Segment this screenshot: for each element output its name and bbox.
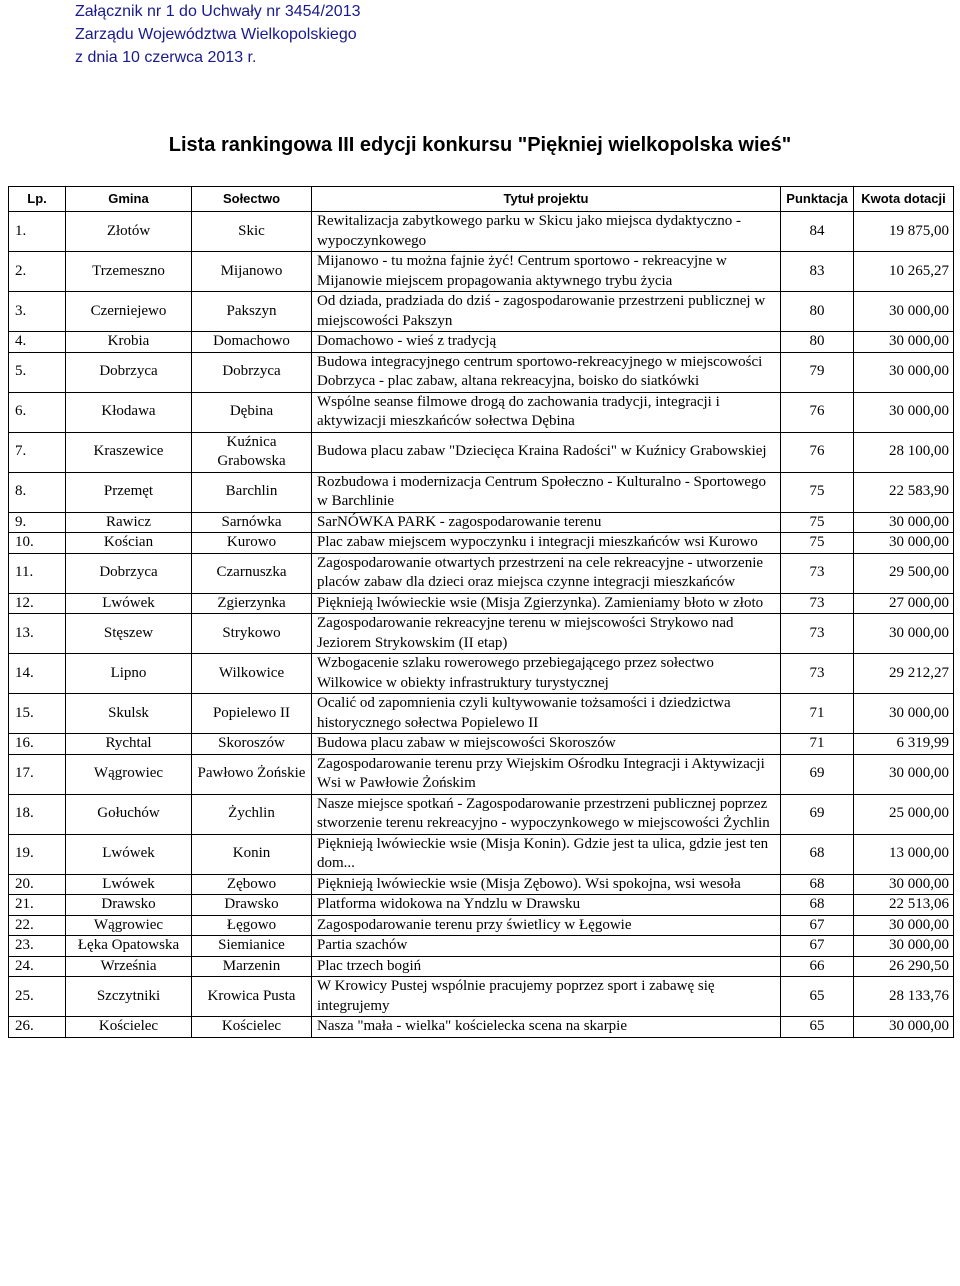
solectwo-cell: Żychlin (192, 794, 312, 834)
gmina-cell: Gołuchów (66, 794, 192, 834)
grant-amount-cell: 30 000,00 (854, 332, 954, 353)
project-title-cell: Ocalić od zapomnienia czyli kultywowanie tożsamości i dziedzictwa historycznego sołectwa Popielewo II (312, 694, 781, 734)
score-cell: 65 (781, 1017, 854, 1038)
gmina-cell: Krobia (66, 332, 192, 353)
table-header-row (9, 187, 954, 212)
project-title-cell: Od dziada, pradziada do dziś - zagospodarowanie przestrzeni publicznej w miejscowości Pakszyn (312, 292, 781, 332)
grant-amount-cell: 30 000,00 (854, 614, 954, 654)
column-header-solectwo: Sołectwo (192, 187, 312, 212)
score-cell: 73 (781, 614, 854, 654)
gmina-cell: Stęszew (66, 614, 192, 654)
solectwo-cell: Czarnuszka (192, 553, 312, 593)
row-number: 21. (9, 895, 66, 916)
table-row (9, 252, 954, 292)
solectwo-cell: Drawsko (192, 895, 312, 916)
solectwo-cell: Barchlin (192, 472, 312, 512)
score-cell: 68 (781, 834, 854, 874)
row-number: 14. (9, 654, 66, 694)
solectwo-cell: Skic (192, 212, 312, 252)
project-title-cell: SarNÓWKA PARK - zagospodarowanie terenu (312, 512, 781, 533)
row-number: 24. (9, 956, 66, 977)
table-row (9, 614, 954, 654)
row-number: 4. (9, 332, 66, 353)
solectwo-cell: Popielewo II (192, 694, 312, 734)
project-title-cell: Zagospodarowanie terenu przy Wiejskim Ośrodku Integracji i Aktywizacji Wsi w Pawłowie Żońskim (312, 754, 781, 794)
gmina-cell: Kościelec (66, 1017, 192, 1038)
table-row (9, 794, 954, 834)
row-number: 1. (9, 212, 66, 252)
row-number: 5. (9, 352, 66, 392)
table-row (9, 915, 954, 936)
solectwo-cell: Strykowo (192, 614, 312, 654)
score-cell: 83 (781, 252, 854, 292)
grant-amount-cell: 30 000,00 (854, 392, 954, 432)
row-number: 17. (9, 754, 66, 794)
score-cell: 76 (781, 392, 854, 432)
row-number: 18. (9, 794, 66, 834)
score-cell: 69 (781, 754, 854, 794)
grant-amount-cell: 28 100,00 (854, 432, 954, 472)
score-cell: 75 (781, 512, 854, 533)
gmina-cell: Drawsko (66, 895, 192, 916)
score-cell: 66 (781, 956, 854, 977)
table-row (9, 533, 954, 554)
date-line: z dnia 10 czerwca 2013 r. (75, 49, 257, 66)
column-header-gmina: Gmina (66, 187, 192, 212)
row-number: 16. (9, 734, 66, 755)
table-row (9, 332, 954, 353)
project-title-cell: Rewitalizacja zabytkowego parku w Skicu jako miejsca dydaktyczno - wypoczynkowego (312, 212, 781, 252)
gmina-cell: Dobrzyca (66, 352, 192, 392)
grant-amount-cell: 30 000,00 (854, 754, 954, 794)
project-title-cell: Plac trzech bogiń (312, 956, 781, 977)
table-row (9, 754, 954, 794)
row-number: 19. (9, 834, 66, 874)
project-title-cell: Budowa integracyjnego centrum sportowo-rekreacyjnego w miejscowości Dobrzyca - plac zabaw, altana rekreacyjna, boisko do siatkówki (312, 352, 781, 392)
project-title-cell: Pięknieją lwówieckie wsie (Misja Zębowo). Wsi spokojna, wsi wesoła (312, 874, 781, 895)
gmina-cell: Złotów (66, 212, 192, 252)
table-row (9, 432, 954, 472)
table-row (9, 834, 954, 874)
score-cell: 68 (781, 874, 854, 895)
grant-amount-cell: 28 133,76 (854, 977, 954, 1017)
score-cell: 75 (781, 533, 854, 554)
grant-amount-cell: 10 265,27 (854, 252, 954, 292)
gmina-cell: Kraszewice (66, 432, 192, 472)
row-number: 15. (9, 694, 66, 734)
score-cell: 75 (781, 472, 854, 512)
project-title-cell: Nasze miejsce spotkań - Zagospodarowanie przestrzeni publicznej poprzez stworzenie terenu rekreacyjno - wypoczynkowego w miejscowości Żychlin (312, 794, 781, 834)
score-cell: 71 (781, 734, 854, 755)
table-row (9, 212, 954, 252)
score-cell: 73 (781, 654, 854, 694)
grant-amount-cell: 22 583,90 (854, 472, 954, 512)
score-cell: 76 (781, 432, 854, 472)
table-row (9, 1017, 954, 1038)
grant-amount-cell: 25 000,00 (854, 794, 954, 834)
solectwo-cell: Łęgowo (192, 915, 312, 936)
table-row (9, 512, 954, 533)
board-line: Zarządu Województwa Wielkopolskiego (75, 26, 357, 43)
solectwo-cell: Konin (192, 834, 312, 874)
gmina-cell: Szczytniki (66, 977, 192, 1017)
solectwo-cell: Pawłowo Żońskie (192, 754, 312, 794)
project-title-cell: Plac zabaw miejscem wypoczynku i integracji mieszkańców wsi Kurowo (312, 533, 781, 554)
row-number: 2. (9, 252, 66, 292)
solectwo-cell: Skoroszów (192, 734, 312, 755)
grant-amount-cell: 30 000,00 (854, 915, 954, 936)
project-title-cell: Wzbogacenie szlaku rowerowego przebiegającego przez sołectwo Wilkowice w obiekty infrastruktury turystycznej (312, 654, 781, 694)
row-number: 13. (9, 614, 66, 654)
gmina-cell: Dobrzyca (66, 553, 192, 593)
attachment-line: Załącznik nr 1 do Uchwały nr 3454/2013 (75, 3, 361, 20)
gmina-cell: Wągrowiec (66, 915, 192, 936)
score-cell: 80 (781, 292, 854, 332)
score-cell: 69 (781, 794, 854, 834)
table-row (9, 553, 954, 593)
table-row (9, 874, 954, 895)
row-number: 3. (9, 292, 66, 332)
grant-amount-cell: 22 513,06 (854, 895, 954, 916)
gmina-cell: Przemęt (66, 472, 192, 512)
grant-amount-cell: 30 000,00 (854, 936, 954, 957)
row-number: 6. (9, 392, 66, 432)
solectwo-cell: Mijanowo (192, 252, 312, 292)
table-row (9, 694, 954, 734)
score-cell: 73 (781, 553, 854, 593)
project-title-cell: Domachowo - wieś z tradycją (312, 332, 781, 353)
table-row (9, 734, 954, 755)
page-title: Lista rankingowa III edycji konkursu "Piękniej wielkopolska wieś" (168, 134, 792, 156)
project-title-cell: Mijanowo - tu można fajnie żyć! Centrum sportowo - rekreacyjne w Mijanowie miejscem propagowania aktywnego trybu życia (312, 252, 781, 292)
row-number: 10. (9, 533, 66, 554)
score-cell: 73 (781, 593, 854, 614)
column-header-lp: Lp. (9, 187, 66, 212)
grant-amount-cell: 6 319,99 (854, 734, 954, 755)
grant-amount-cell: 13 000,00 (854, 834, 954, 874)
gmina-cell: Lwówek (66, 593, 192, 614)
grant-amount-cell: 29 212,27 (854, 654, 954, 694)
gmina-cell: Rawicz (66, 512, 192, 533)
solectwo-cell: Domachowo (192, 332, 312, 353)
grant-amount-cell: 30 000,00 (854, 533, 954, 554)
table-row (9, 472, 954, 512)
grant-amount-cell: 30 000,00 (854, 512, 954, 533)
score-cell: 71 (781, 694, 854, 734)
score-cell: 79 (781, 352, 854, 392)
solectwo-cell: Zgierzynka (192, 593, 312, 614)
solectwo-cell: Siemianice (192, 936, 312, 957)
grant-amount-cell: 30 000,00 (854, 1017, 954, 1038)
gmina-cell: Czerniejewo (66, 292, 192, 332)
score-cell: 67 (781, 915, 854, 936)
document-header (75, 0, 361, 69)
solectwo-cell: Zębowo (192, 874, 312, 895)
grant-amount-cell: 30 000,00 (854, 694, 954, 734)
grant-amount-cell: 27 000,00 (854, 593, 954, 614)
row-number: 8. (9, 472, 66, 512)
column-header-punktacja: Punktacja (781, 187, 854, 212)
score-cell: 67 (781, 936, 854, 957)
project-title-cell: Rozbudowa i modernizacja Centrum Społeczno - Kulturalno - Sportowego w Barchlinie (312, 472, 781, 512)
grant-amount-cell: 30 000,00 (854, 352, 954, 392)
project-title-cell: Budowa placu zabaw "Dziecięca Kraina Radości" w Kuźnicy Grabowskiej (312, 432, 781, 472)
column-header-kwota: Kwota dotacji (854, 187, 954, 212)
gmina-cell: Wągrowiec (66, 754, 192, 794)
project-title-cell: W Krowicy Pustej wspólnie pracujemy poprzez sport i zabawę się integrujemy (312, 977, 781, 1017)
row-number: 23. (9, 936, 66, 957)
table-row (9, 956, 954, 977)
grant-amount-cell: 30 000,00 (854, 292, 954, 332)
solectwo-cell: Dębina (192, 392, 312, 432)
row-number: 25. (9, 977, 66, 1017)
column-header-tytul: Tytuł projektu (312, 187, 781, 212)
score-cell: 84 (781, 212, 854, 252)
row-number: 12. (9, 593, 66, 614)
solectwo-cell: Sarnówka (192, 512, 312, 533)
row-number: 7. (9, 432, 66, 472)
solectwo-cell: Kościelec (192, 1017, 312, 1038)
table-row (9, 292, 954, 332)
gmina-cell: Łęka Opatowska (66, 936, 192, 957)
table-row (9, 936, 954, 957)
solectwo-cell: Kurowo (192, 533, 312, 554)
row-number: 20. (9, 874, 66, 895)
grant-amount-cell: 19 875,00 (854, 212, 954, 252)
project-title-cell: Pięknieją lwówieckie wsie (Misja Zgierzynka). Zamieniamy błoto w złoto (312, 593, 781, 614)
row-number: 11. (9, 553, 66, 593)
grant-amount-cell: 26 290,50 (854, 956, 954, 977)
solectwo-cell: Dobrzyca (192, 352, 312, 392)
solectwo-cell: Krowica Pusta (192, 977, 312, 1017)
project-title-cell: Nasza "mała - wielka" kościelecka scena na skarpie (312, 1017, 781, 1038)
table-row (9, 895, 954, 916)
project-title-cell: Budowa placu zabaw w miejscowości Skoroszów (312, 734, 781, 755)
project-title-cell: Pięknieją lwówieckie wsie (Misja Konin). Gdzie jest ta ulica, gdzie jest ten dom... (312, 834, 781, 874)
project-title-cell: Zagospodarowanie rekreacyjne terenu w miejscowości Strykowo nad Jeziorem Strykowskim (II etap) (312, 614, 781, 654)
row-number: 9. (9, 512, 66, 533)
project-title-cell: Partia szachów (312, 936, 781, 957)
gmina-cell: Trzemeszno (66, 252, 192, 292)
score-cell: 65 (781, 977, 854, 1017)
solectwo-cell: Marzenin (192, 956, 312, 977)
solectwo-cell: Pakszyn (192, 292, 312, 332)
table-row (9, 352, 954, 392)
table-row (9, 392, 954, 432)
gmina-cell: Lwówek (66, 834, 192, 874)
row-number: 22. (9, 915, 66, 936)
score-cell: 80 (781, 332, 854, 353)
gmina-cell: Kłodawa (66, 392, 192, 432)
gmina-cell: Kościan (66, 533, 192, 554)
gmina-cell: Lwówek (66, 874, 192, 895)
table-row (9, 593, 954, 614)
grant-amount-cell: 29 500,00 (854, 553, 954, 593)
grant-amount-cell: 30 000,00 (854, 874, 954, 895)
gmina-cell: Lipno (66, 654, 192, 694)
score-cell: 68 (781, 895, 854, 916)
gmina-cell: Września (66, 956, 192, 977)
row-number: 26. (9, 1017, 66, 1038)
ranking-table (8, 186, 954, 1038)
gmina-cell: Rychtal (66, 734, 192, 755)
project-title-cell: Zagospodarowanie otwartych przestrzeni na cele rekreacyjne - utworzenie placów zabaw dla dzieci oraz miejsca czynne integracji mieszkańców (312, 553, 781, 593)
solectwo-cell: Kuźnica Grabowska (192, 432, 312, 472)
project-title-cell: Zagospodarowanie terenu przy świetlicy w Łęgowie (312, 915, 781, 936)
project-title-cell: Wspólne seanse filmowe drogą do zachowania tradycji, integracji i aktywizacji mieszkańców sołectwa Dębina (312, 392, 781, 432)
table-row (9, 977, 954, 1017)
project-title-cell: Platforma widokowa na Yndzlu w Drawsku (312, 895, 781, 916)
gmina-cell: Skulsk (66, 694, 192, 734)
table-row (9, 654, 954, 694)
solectwo-cell: Wilkowice (192, 654, 312, 694)
